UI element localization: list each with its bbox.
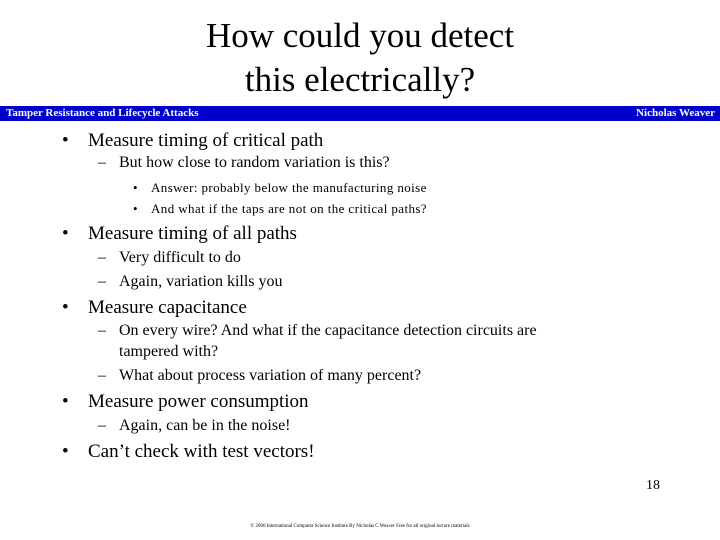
- dash-marker: –: [98, 367, 106, 384]
- sub-bullet-text: Again, variation kills you: [119, 273, 283, 290]
- bullet-marker: •: [62, 223, 69, 244]
- bullet-marker: •: [133, 201, 138, 216]
- dash-marker: –: [98, 322, 106, 339]
- sub-bullet-text: But how close to random variation is this?: [119, 154, 390, 171]
- bullet-marker: •: [62, 297, 69, 318]
- dash-marker: –: [98, 249, 106, 266]
- bullet-marker: •: [62, 441, 69, 462]
- dash-marker: –: [98, 273, 106, 290]
- sub-sub-bullet-text: Answer: probably below the manufacturing noise: [151, 180, 427, 195]
- bullet-text: Measure power consumption: [88, 391, 309, 412]
- bullet-text: Can’t check with test vectors!: [88, 441, 315, 462]
- bullet-marker: •: [62, 130, 69, 151]
- sub-bullet-text: tampered with?: [119, 343, 219, 360]
- page-number: 18: [646, 478, 660, 493]
- sub-bullet-text: Again, can be in the noise!: [119, 417, 291, 434]
- bullet-text: Measure capacitance: [88, 297, 247, 318]
- bullet-text: Measure timing of all paths: [88, 223, 297, 244]
- footer-copyright: © 2006 International Computer Science Institute By Nicholas C Weaver Free for all original lecture materials: [250, 524, 470, 529]
- slide-title-line-2: this electrically?: [244, 60, 476, 99]
- sub-bullet-text: What about process variation of many percent?: [119, 367, 422, 384]
- sub-bullet-text: On every wire? And what if the capacitance detection circuits are: [119, 322, 537, 339]
- bullet-text: Measure timing of critical path: [88, 130, 324, 151]
- slide-title-line-1: How could you detect: [205, 16, 515, 55]
- header-course-title: Tamper Resistance and Lifecycle Attacks: [6, 107, 199, 119]
- sub-bullet-text: Very difficult to do: [119, 249, 241, 266]
- bullet-marker: •: [133, 180, 138, 195]
- bullet-marker: •: [62, 391, 69, 412]
- dash-marker: –: [98, 417, 106, 434]
- sub-sub-bullet-text: And what if the taps are not on the critical paths?: [151, 201, 427, 216]
- header-author: Nicholas Weaver: [636, 107, 715, 119]
- slide-title: [0, 14, 720, 102]
- dash-marker: –: [98, 154, 106, 171]
